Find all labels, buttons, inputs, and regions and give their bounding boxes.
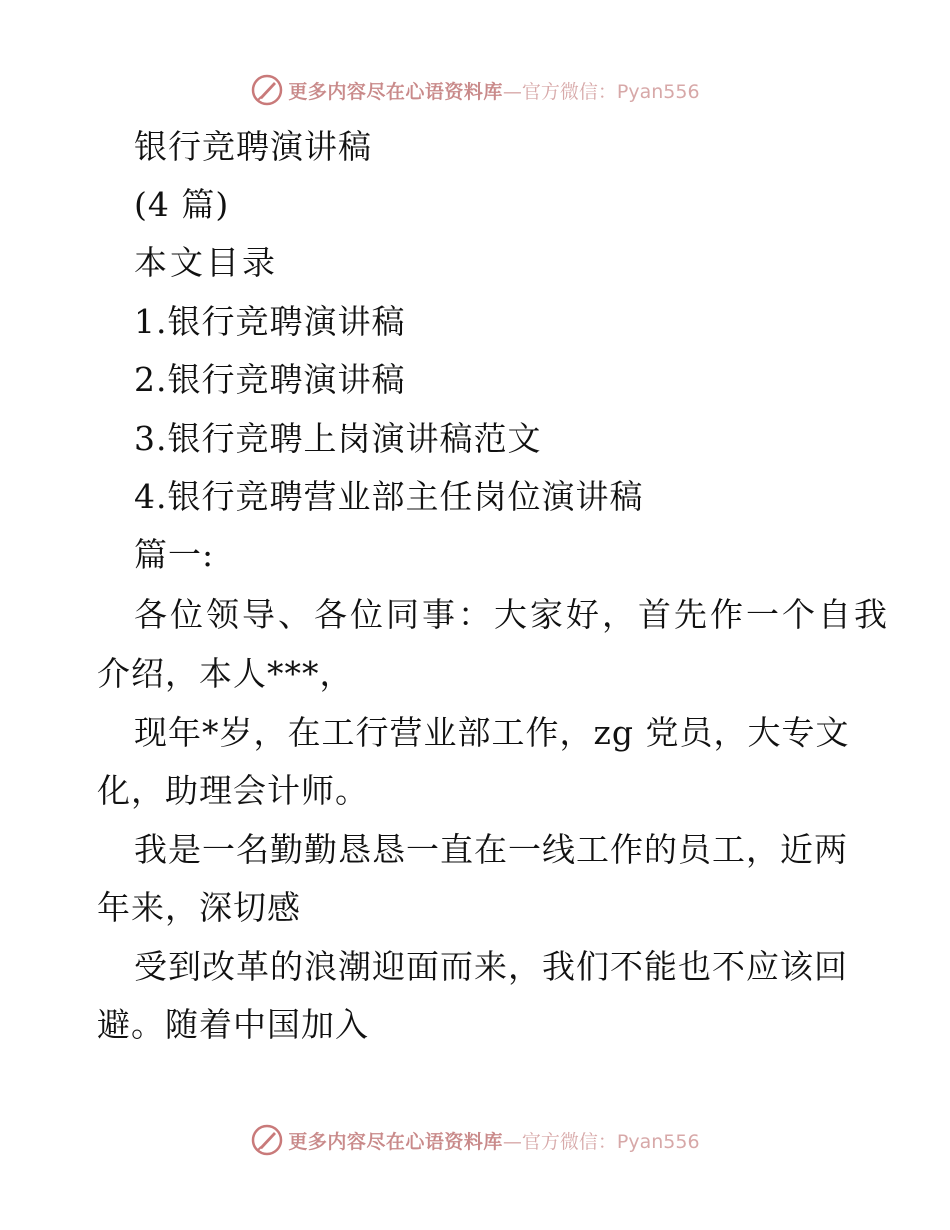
toc-heading: 本文目录 (134, 243, 278, 282)
quill-logo-icon (250, 73, 284, 107)
watermark-site-text: 更多内容尽在心语资料库 (288, 80, 503, 103)
document-count: (4 篇) (134, 185, 230, 224)
header-watermark (0, 70, 950, 110)
watermark-contact-text: —官方微信：Pyan556 (502, 80, 700, 103)
paragraph-line: 受到改革的浪潮迎面而来，我们不能也不应该回 (134, 947, 848, 986)
toc-item: 1.银行竞聘演讲稿 (134, 302, 406, 341)
watermark-site-text: 更多内容尽在心语资料库 (288, 1130, 503, 1153)
toc-item: 3.银行竞聘上岗演讲稿范文 (134, 419, 542, 458)
section-heading: 篇一: (134, 535, 215, 574)
paragraph-line: 现年*岁，在工行营业部工作，zg 党员，大专文 (134, 713, 850, 752)
paragraph-line: 介绍，本人***， (97, 654, 354, 693)
toc-item: 4.银行竞聘营业部主任岗位演讲稿 (134, 477, 644, 516)
quill-logo-icon (250, 1123, 284, 1157)
watermark-contact-text: —官方微信：Pyan556 (502, 1130, 700, 1153)
paragraph-line: 我是一名勤勤恳恳一直在一线工作的员工，近两 (134, 830, 848, 869)
toc-item: 2.银行竞聘演讲稿 (134, 360, 406, 399)
paragraph-line: 化，助理会计师。 (97, 771, 369, 810)
footer-watermark (0, 1120, 950, 1160)
paragraph-line: 年来，深切感 (97, 888, 301, 927)
document-title: 银行竞聘演讲稿 (134, 127, 372, 166)
paragraph-line: 各位领导、各位同事：大家好，首先作一个自我 (134, 595, 890, 634)
paragraph-line: 避。随着中国加入 (97, 1005, 369, 1044)
